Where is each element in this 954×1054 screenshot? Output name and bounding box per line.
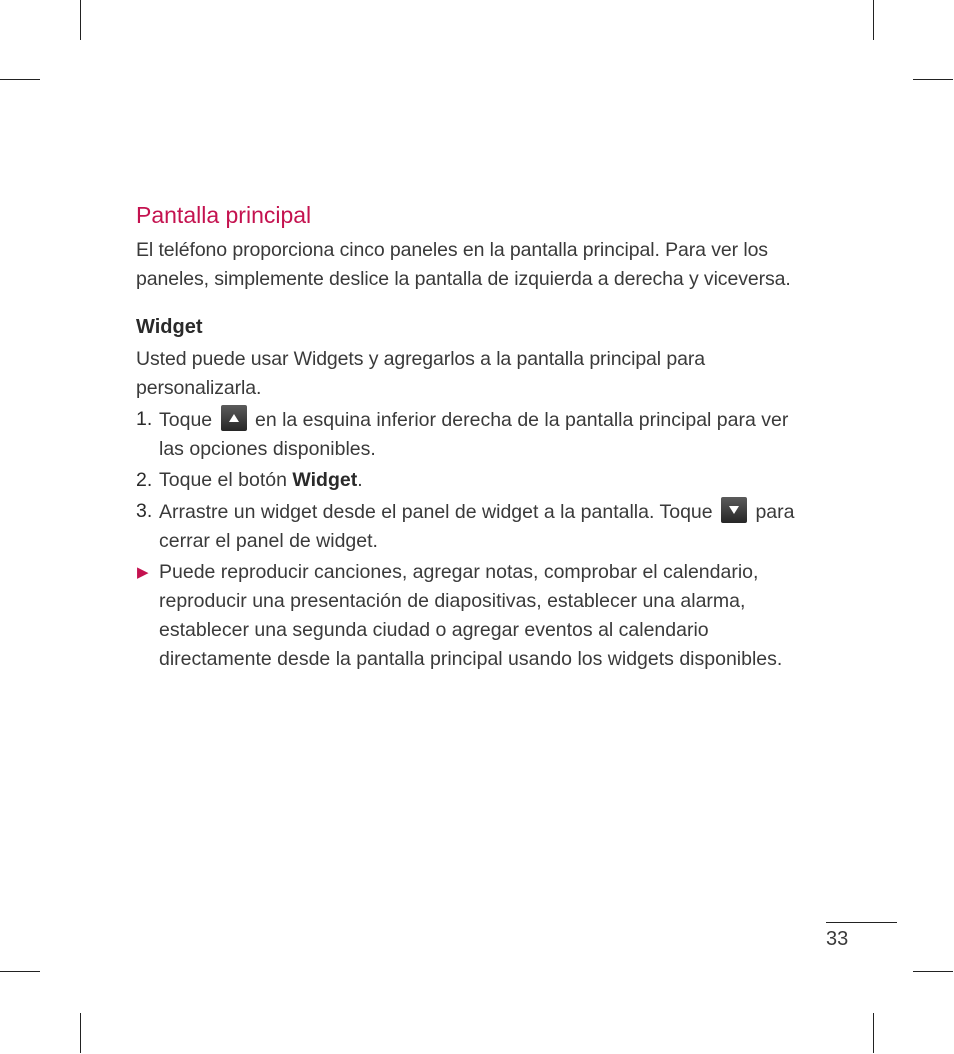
tip-text: Puede reproducir canciones, agregar notas, comprobar el calendario, reproducir una presentación de diapositivas, establecer una alarma, establecer una segunda ciudad o agregar eventos al calendario directamente desde la pantalla principal usando los widgets disponibles. xyxy=(159,561,783,670)
step-item xyxy=(136,405,806,464)
tip-item xyxy=(136,558,806,674)
crop-mark xyxy=(80,0,81,40)
step-number: 1. xyxy=(136,408,153,430)
triangle-bullet-icon: ▶ xyxy=(137,564,149,581)
step-text: Arrastre un widget desde el panel de widget a la pantalla. Toque xyxy=(159,501,713,523)
step-number: 3. xyxy=(136,500,153,522)
widget-steps xyxy=(136,405,806,556)
page-number-rule xyxy=(826,922,897,923)
arrow-up-icon xyxy=(221,405,247,431)
crop-mark xyxy=(913,79,953,80)
step-text: . xyxy=(357,469,363,491)
widget-heading: Widget xyxy=(136,316,203,338)
step-text: en la esquina inferior derecha de la pantalla principal para ver las opciones disponibles. xyxy=(159,409,789,460)
crop-mark xyxy=(873,0,874,40)
widget-intro: Usted puede usar Widgets y agregarlos a la pantalla principal para personalizarla. xyxy=(136,348,705,399)
crop-mark xyxy=(80,1013,81,1053)
step-text: para cerrar el panel de widget. xyxy=(159,501,795,552)
step-number: 2. xyxy=(136,469,153,491)
step-item xyxy=(136,466,806,495)
step-text: Toque el botón xyxy=(159,469,287,491)
widget-button-label: Widget xyxy=(292,469,358,491)
crop-mark xyxy=(0,971,40,972)
crop-mark xyxy=(913,971,953,972)
section-intro: El teléfono proporciona cinco paneles en la pantalla principal. Para ver los paneles, simplemente deslice la pantalla de izquierda a derecha y viceversa. xyxy=(136,239,791,290)
step-item xyxy=(136,497,806,556)
page-number: 33 xyxy=(826,928,849,950)
crop-mark xyxy=(0,79,40,80)
page-content xyxy=(136,198,806,674)
crop-mark xyxy=(873,1013,874,1053)
step-text: Toque xyxy=(159,409,213,431)
section-title: Pantalla principal xyxy=(136,202,312,228)
arrow-down-icon xyxy=(721,497,747,523)
